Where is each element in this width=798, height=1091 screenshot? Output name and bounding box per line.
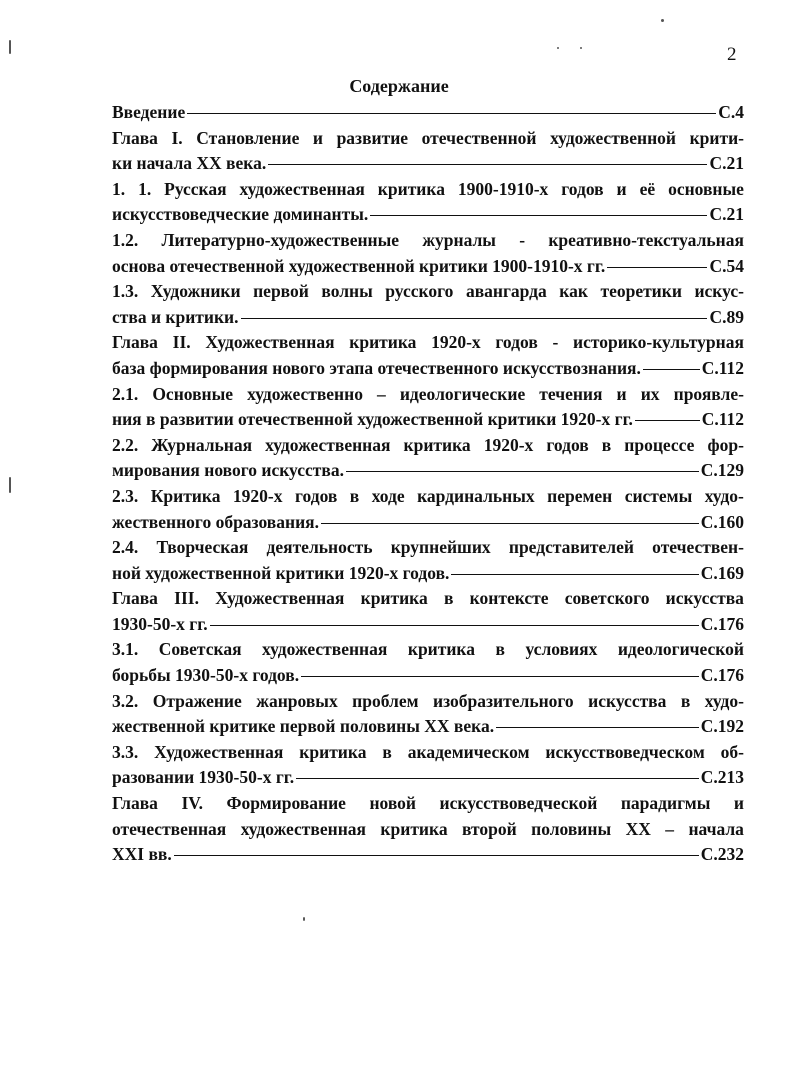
toc-entry-word: кардинальных (417, 485, 535, 506)
toc-entry-word: основные (668, 178, 744, 199)
toc-entry-word: 1900-1910-х (457, 178, 549, 199)
toc-entry-word: I. (171, 127, 183, 148)
toc-entry-word: академическом (407, 741, 530, 762)
toc-entry-line (112, 535, 744, 561)
toc-entry-word: искусства (665, 588, 744, 609)
toc-entry-word: их (640, 383, 660, 404)
leader-line (268, 164, 707, 165)
toc-page-number: С.21 (709, 153, 744, 174)
toc-entry-word: 1.3. (112, 281, 139, 302)
toc-entry (112, 535, 744, 586)
toc-entry-word: фор- (707, 434, 744, 455)
toc-entry-word: представителей (508, 537, 634, 558)
toc-entry-word: авангарда (465, 281, 547, 302)
toc-entry-word: первой (253, 281, 309, 302)
toc-entry-word: крити- (689, 127, 744, 148)
toc-entry-line (112, 100, 744, 126)
toc-entry-word: отечественная (112, 818, 227, 839)
toc-entry-word: отечествен- (652, 537, 744, 558)
toc-entry-word: 1920-х (483, 434, 534, 455)
toc-entry-word: IV. (181, 793, 204, 814)
leader-line (321, 523, 699, 524)
page-number: 2 (727, 44, 737, 65)
scan-speck (557, 47, 559, 49)
toc-entry-word: контексте (469, 588, 549, 609)
table-of-contents (112, 100, 744, 868)
toc-page-number: С.54 (709, 255, 744, 276)
toc-entry-word: волны (321, 281, 373, 302)
toc-entry-word: 2.3. (112, 485, 139, 506)
toc-entry-word: 2.4. (112, 537, 139, 558)
toc-entry-word: условиях (525, 639, 598, 660)
toc-entry-word: Литературно-художественные (161, 229, 400, 250)
toc-entry-word: ходе (371, 485, 405, 506)
toc-entry-word: критика (377, 178, 445, 199)
toc-entry (112, 279, 744, 330)
toc-entry-line (112, 765, 744, 791)
toc-entry-text: жественного образования. (112, 511, 320, 532)
toc-entry-word: - (552, 332, 559, 353)
toc-entry-word: течения (539, 383, 603, 404)
toc-entry-word: критика (360, 588, 428, 609)
toc-entry-word: в (495, 639, 505, 660)
toc-entry-word: 3.3. (112, 741, 139, 762)
toc-entry-line (112, 228, 744, 254)
toc-entry (112, 433, 744, 484)
toc-entry-word: как (559, 281, 588, 302)
toc-page-number: С.160 (700, 511, 744, 532)
toc-entry-word: Художественная (215, 588, 345, 609)
toc-entry-word: советского (564, 588, 650, 609)
toc-entry-word: в (680, 690, 691, 711)
scan-speck (9, 477, 11, 493)
toc-entry-text: ства и критики. (112, 306, 239, 327)
toc-entry-word: русского (385, 281, 454, 302)
toc-entry-word: в (349, 485, 360, 506)
toc-entry-text: Введение (112, 102, 186, 122)
toc-page-number: С.112 (701, 409, 744, 430)
toc-entry-word: 3.2. (112, 690, 139, 711)
toc-entry-word: крупнейших (390, 537, 491, 558)
toc-entry-word: годов (294, 485, 338, 506)
toc-entry-line (112, 791, 744, 817)
toc-entry-word: Формирование (226, 793, 346, 814)
toc-entry-word: системы (624, 485, 693, 506)
toc-entry-word: – (377, 383, 386, 404)
toc-entry-text: борьбы 1930-50-х годов. (112, 665, 300, 686)
toc-entry (112, 689, 744, 740)
toc-entry-word: 1.2. (112, 229, 139, 250)
toc-entry-word: критика (299, 741, 367, 762)
toc-entry-line (112, 714, 744, 740)
toc-entry-word: художественная (240, 818, 366, 839)
leader-line (210, 625, 699, 626)
page-title: Содержание (349, 76, 449, 96)
toc-page-number: С.112 (701, 357, 744, 378)
toc-entry (112, 382, 744, 433)
toc-entry-word: 2.1. (112, 383, 139, 404)
toc-page-number: С.21 (709, 204, 744, 225)
toc-entry-word: и (616, 178, 627, 199)
toc-entry (112, 126, 744, 177)
toc-entry-word: критика (380, 818, 448, 839)
leader-line (174, 855, 699, 856)
leader-line (346, 471, 699, 472)
toc-entry-word: Отражение (152, 690, 242, 711)
toc-entry-line (112, 817, 744, 843)
toc-entry-word: Глава (112, 127, 158, 148)
toc-entry-line (112, 586, 744, 612)
toc-entry-word: XX (625, 818, 651, 839)
toc-entry-line (112, 663, 744, 689)
toc-entry-word: жанровых (256, 690, 338, 711)
toc-entry-word: Советская (158, 639, 242, 660)
toc-entry-word: Русская (164, 178, 227, 199)
toc-entry-word: изобразительного (433, 690, 574, 711)
toc-entry-word: процессе (624, 434, 695, 455)
toc-entry (112, 740, 744, 791)
toc-entry (112, 484, 744, 535)
toc-entry-line (112, 740, 744, 766)
toc-entry-word: проблем (352, 690, 419, 711)
toc-entry-word: Глава (112, 793, 158, 814)
toc-entry-line (112, 279, 744, 305)
leader-line (607, 267, 707, 268)
toc-page-number: С.89 (709, 306, 744, 327)
toc-entry-word: и (616, 383, 627, 404)
toc-entry-word: в (601, 434, 612, 455)
toc-entry-text: 1930-50-х гг. (112, 613, 208, 634)
toc-entry-word: Глава (112, 588, 158, 609)
toc-entry-word: худо- (704, 485, 744, 506)
toc-entry-word: об- (720, 741, 744, 762)
toc-entry-word: критика (349, 332, 417, 353)
toc-entry-word: художественная (239, 178, 365, 199)
toc-entry (112, 177, 744, 228)
toc-entry-text: мирования нового искусства. (112, 460, 344, 481)
toc-entry-line (112, 254, 744, 280)
toc-entry-word: деятельность (266, 537, 373, 558)
scan-speck (661, 19, 664, 22)
toc-entry-line (112, 561, 744, 587)
toc-entry-line (112, 612, 744, 638)
toc-entry-word: теоретики (600, 281, 682, 302)
toc-entry-word: художественной (550, 127, 677, 148)
toc-entry-line (112, 305, 744, 331)
toc-entry-word: 2.2. (112, 434, 139, 455)
leader-line (496, 727, 699, 728)
toc-entry-word: Критика (150, 485, 221, 506)
toc-entry-word: отечественной (421, 127, 537, 148)
toc-entry-word: проявле- (673, 383, 744, 404)
leader-line (241, 318, 708, 319)
toc-page-number: С.192 (700, 716, 744, 737)
toc-entry-word: перемен (547, 485, 613, 506)
toc-page-number: С.176 (700, 613, 744, 634)
toc-entry-word: креативно-текстуальная (548, 229, 744, 250)
toc-entry-word: искусствоведческой (439, 793, 598, 814)
toc-page-number: С.129 (700, 460, 744, 481)
toc-entry-word: – (665, 818, 675, 839)
toc-entry-word: и (733, 793, 744, 814)
toc-entry-line (112, 637, 744, 663)
toc-entry-word: развитие (336, 127, 409, 148)
toc-entry-line (112, 407, 744, 433)
toc-entry-word: годов (495, 332, 538, 353)
toc-entry-word: критика (407, 639, 476, 660)
toc-entry-line (112, 433, 744, 459)
toc-entry-word: и (312, 127, 324, 148)
toc-entry-word: Художественная (205, 332, 335, 353)
leader-line (451, 574, 698, 575)
toc-entry-line (112, 382, 744, 408)
toc-entry (112, 586, 744, 637)
toc-entry-word: худо- (704, 690, 744, 711)
toc-entry-line (112, 177, 744, 203)
leader-line (296, 778, 699, 779)
toc-entry-word: половины (531, 818, 612, 839)
toc-entry-word: художественная (265, 434, 391, 455)
toc-entry-word: журналы (422, 229, 496, 250)
toc-entry-line (112, 842, 744, 868)
toc-page-number: С.213 (700, 767, 744, 788)
leader-line (301, 676, 699, 677)
toc-entry-line (112, 356, 744, 382)
toc-entry-word: искусства (588, 690, 667, 711)
toc-entry-word: идеологической (617, 639, 744, 660)
toc-entry-word: Творческая (156, 537, 249, 558)
toc-entry-line (112, 202, 744, 228)
toc-entry-word: - (519, 229, 526, 250)
toc-page-number: С.232 (700, 844, 744, 865)
toc-entry-word: идеологические (399, 383, 526, 404)
toc-entry-word: 1. (112, 178, 126, 199)
toc-page-number: С.169 (700, 562, 744, 583)
toc-entry-word: 3.1. (112, 639, 139, 660)
toc-entry-word: критика (403, 434, 471, 455)
toc-entry-word: художественная (262, 639, 388, 660)
toc-entry-word: 1920-х (431, 332, 481, 353)
toc-entry-line (112, 126, 744, 152)
toc-entry-text: XXI вв. (112, 844, 172, 865)
toc-entry-line (112, 151, 744, 177)
toc-entry-word: историко-культурная (573, 332, 744, 353)
toc-entry-line (112, 484, 744, 510)
toc-entry-word: её (639, 178, 656, 199)
toc-entry (112, 791, 744, 868)
toc-entry-text: жественной критике первой половины XX века. (112, 716, 495, 737)
toc-page-number: С.176 (700, 665, 744, 686)
leader-line (635, 420, 700, 421)
toc-entry-text: искусствоведческие доминанты. (112, 204, 369, 225)
toc-entry-line (112, 458, 744, 484)
toc-entry-word: III. (174, 588, 199, 609)
scan-speck (580, 47, 582, 49)
toc-entry-word: второй (462, 818, 517, 839)
leader-line (643, 369, 700, 370)
toc-entry-word: Становление (196, 127, 300, 148)
toc-entry-word: годов (546, 434, 589, 455)
scan-speck (303, 917, 305, 921)
toc-entry-text: основа отечественной художественной критики 1900-1910-х гг. (112, 255, 606, 276)
toc-entry-word: искусствоведческом (545, 741, 705, 762)
toc-entry (112, 330, 744, 381)
toc-entry-word: Глава (112, 332, 158, 353)
toc-entry-text: ния в развитии отечественной художественной критики 1920-х гг. (112, 409, 633, 430)
toc-entry-word: художественно (247, 383, 363, 404)
toc-entry-text: ки начала XX века. (112, 153, 267, 174)
toc-entry-word: в (443, 588, 454, 609)
leader-line (187, 113, 716, 114)
toc-entry-line (112, 510, 744, 536)
toc-page-number: С.4 (718, 102, 744, 122)
toc-entry-word: годов (561, 178, 604, 199)
toc-entry (112, 100, 744, 126)
toc-entry-word: новой (369, 793, 417, 814)
leader-line (370, 215, 707, 216)
scan-speck (9, 40, 11, 54)
toc-entry-text: база формирования нового этапа отечественного искусствознания. (112, 357, 641, 378)
toc-entry-word: искус- (694, 281, 744, 302)
toc-entry-word: Основные (152, 383, 234, 404)
toc-entry-line (112, 689, 744, 715)
toc-entry (112, 228, 744, 279)
toc-entry-word: Художественная (154, 741, 284, 762)
toc-entry-word: 1. (138, 178, 152, 199)
toc-entry-word: Художники (150, 281, 241, 302)
toc-entry-word: парадигмы (620, 793, 711, 814)
toc-entry-word: начала (688, 818, 744, 839)
toc-entry-text: разовании 1930-50-х гг. (112, 767, 295, 788)
toc-entry-word: Журнальная (151, 434, 253, 455)
toc-entry-line (112, 330, 744, 356)
toc-entry-word: 1920-х (232, 485, 283, 506)
toc-entry-word: в (382, 741, 392, 762)
toc-entry (112, 637, 744, 688)
toc-entry-text: ной художественной критики 1920-х годов. (112, 562, 450, 583)
toc-entry-word: II. (172, 332, 191, 353)
